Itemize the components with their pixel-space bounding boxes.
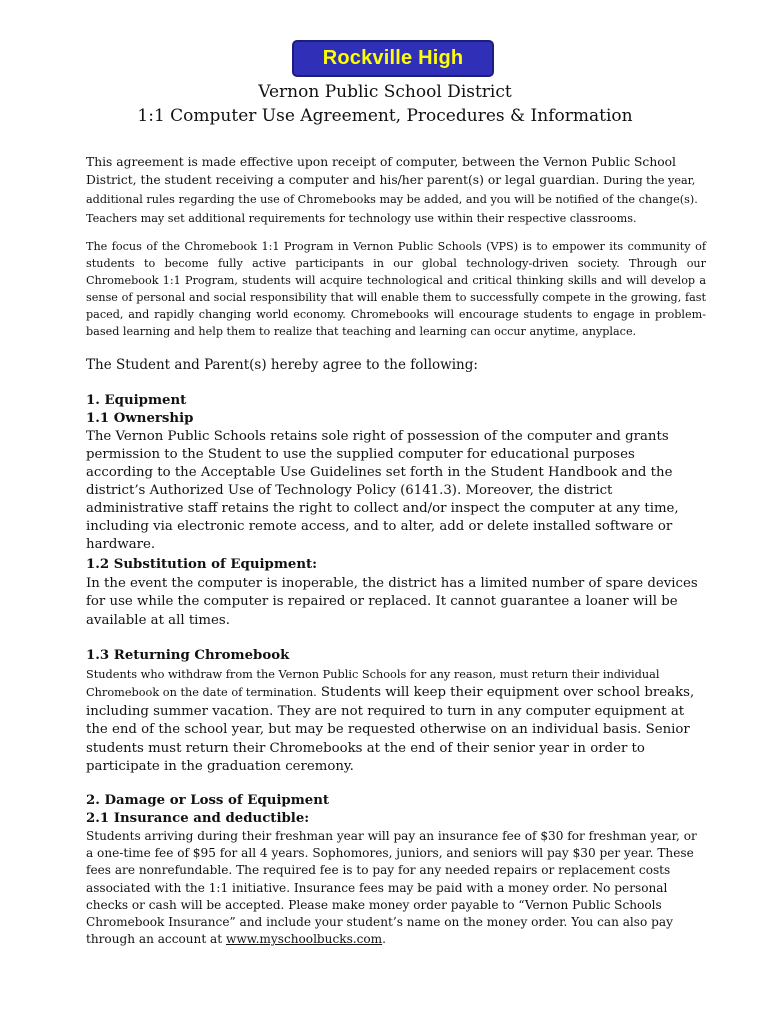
document-title: 1:1 Computer Use Agreement, Procedures & Information bbox=[137, 106, 633, 126]
intro-text-b: During the year, additional rules regarding the use of Chromebooks may be added, and you will be notified of the change(s). Teachers may set additional requirements for technology use within their respective classrooms. bbox=[86, 174, 698, 225]
school-logo-badge bbox=[292, 40, 494, 77]
school-name: Rockville High bbox=[322, 47, 464, 69]
section-1-3-heading: 1.3 Returning Chromebook bbox=[86, 648, 290, 663]
district-title: Vernon Public School District bbox=[258, 82, 512, 102]
section-1-3-text-a: Students who withdraw from the Vernon Public Schools for any reason, must return their individual Chromebook on the date of termination. bbox=[86, 667, 660, 699]
intro-paragraph-1 bbox=[86, 153, 706, 228]
agreement-statement: The Student and Parent(s) hereby agree to the following: bbox=[86, 357, 478, 373]
section-1-1-text: The Vernon Public Schools retains sole right of possession of the computer and grants permission to the Student to use the supplied computer for educational purposes according to the Acceptable Use Guidelines set forth in the Student Handbook and the district’s Authorized Use of Technology Policy (6141.3). Moreover, the district administrative staff retains the right to collect and/or inspect the computer at any time, including via electronic remote access, and to alter, add or delete installed software or hardware. bbox=[86, 429, 679, 552]
section-2-1-heading: 2.1 Insurance and deductible: bbox=[86, 811, 310, 826]
section-1-2-heading: 1.2 Substitution of Equipment: bbox=[86, 557, 318, 572]
section-1-3-text-b: Students will keep their equipment over school breaks, including summer vacation. They are not required to turn in any computer equipment at the end of the school year, but may be requested otherwise on an individual basis. Senior students must return their Chromebooks at the end of their senior year in order to participate in the graduation ceremony. bbox=[86, 685, 695, 774]
section-2-heading: 2. Damage or Loss of Equipment bbox=[86, 793, 330, 808]
section-2-1-body: Students arriving during their freshman year will pay an insurance fee of $30 for freshman year, or a one-time fee of $95 for all 4 years. Sophomores, juniors, and seniors will pay $30 per year. These fees are nonrefundable. The required fee is to pay for any needed repairs or replacement costs associated with the 1:1 initiative. Insurance fees may be paid with a money order. No personal checks or cash will be accepted. Please make money order payable to “Vernon Public Schools Chromebook Insurance” and include your student’s name on the money order. You can also pay through an account at bbox=[86, 829, 697, 947]
section-1-3 bbox=[86, 647, 706, 777]
section-1-1-heading: 1.1 Ownership bbox=[86, 411, 194, 426]
section-2-1-end: . bbox=[382, 932, 386, 947]
section-2 bbox=[86, 792, 706, 948]
section-1-2-text: In the event the computer is inoperable, the district has a limited number of spare devices for use while the computer is repaired or replaced. It cannot guarantee a loaner will be available at all times. bbox=[86, 575, 698, 628]
intro-paragraph-2: The focus of the Chromebook 1:1 Program in Vernon Public Schools (VPS) is to empower its community of students to become fully active participants in our global technology-driven society. Through our Chromebook 1:1 Program, students will acquire technological and critical thinking skills and will develop a sense of personal and social responsibility that will enable them to successfully compete in the growing, fast paced, and rapidly changing world economy. Chromebooks will encourage students to engage in problem-based learning and help them to realize that teaching and learning can occur anytime, anyplace. bbox=[86, 240, 706, 338]
intro-text-a: This agreement is made effective upon receipt of computer, between the Vernon Public School District, the student receiving a computer and his/her parent(s) or legal guardian. bbox=[86, 155, 676, 187]
section-1-3-text bbox=[86, 666, 706, 777]
myschoolbucks-link[interactable]: www.myschoolbucks.com bbox=[225, 932, 383, 947]
section-1 bbox=[86, 392, 706, 554]
section-2-1-text bbox=[86, 828, 706, 948]
section-1-heading: 1. Equipment bbox=[86, 393, 187, 408]
section-1-2 bbox=[86, 556, 706, 630]
